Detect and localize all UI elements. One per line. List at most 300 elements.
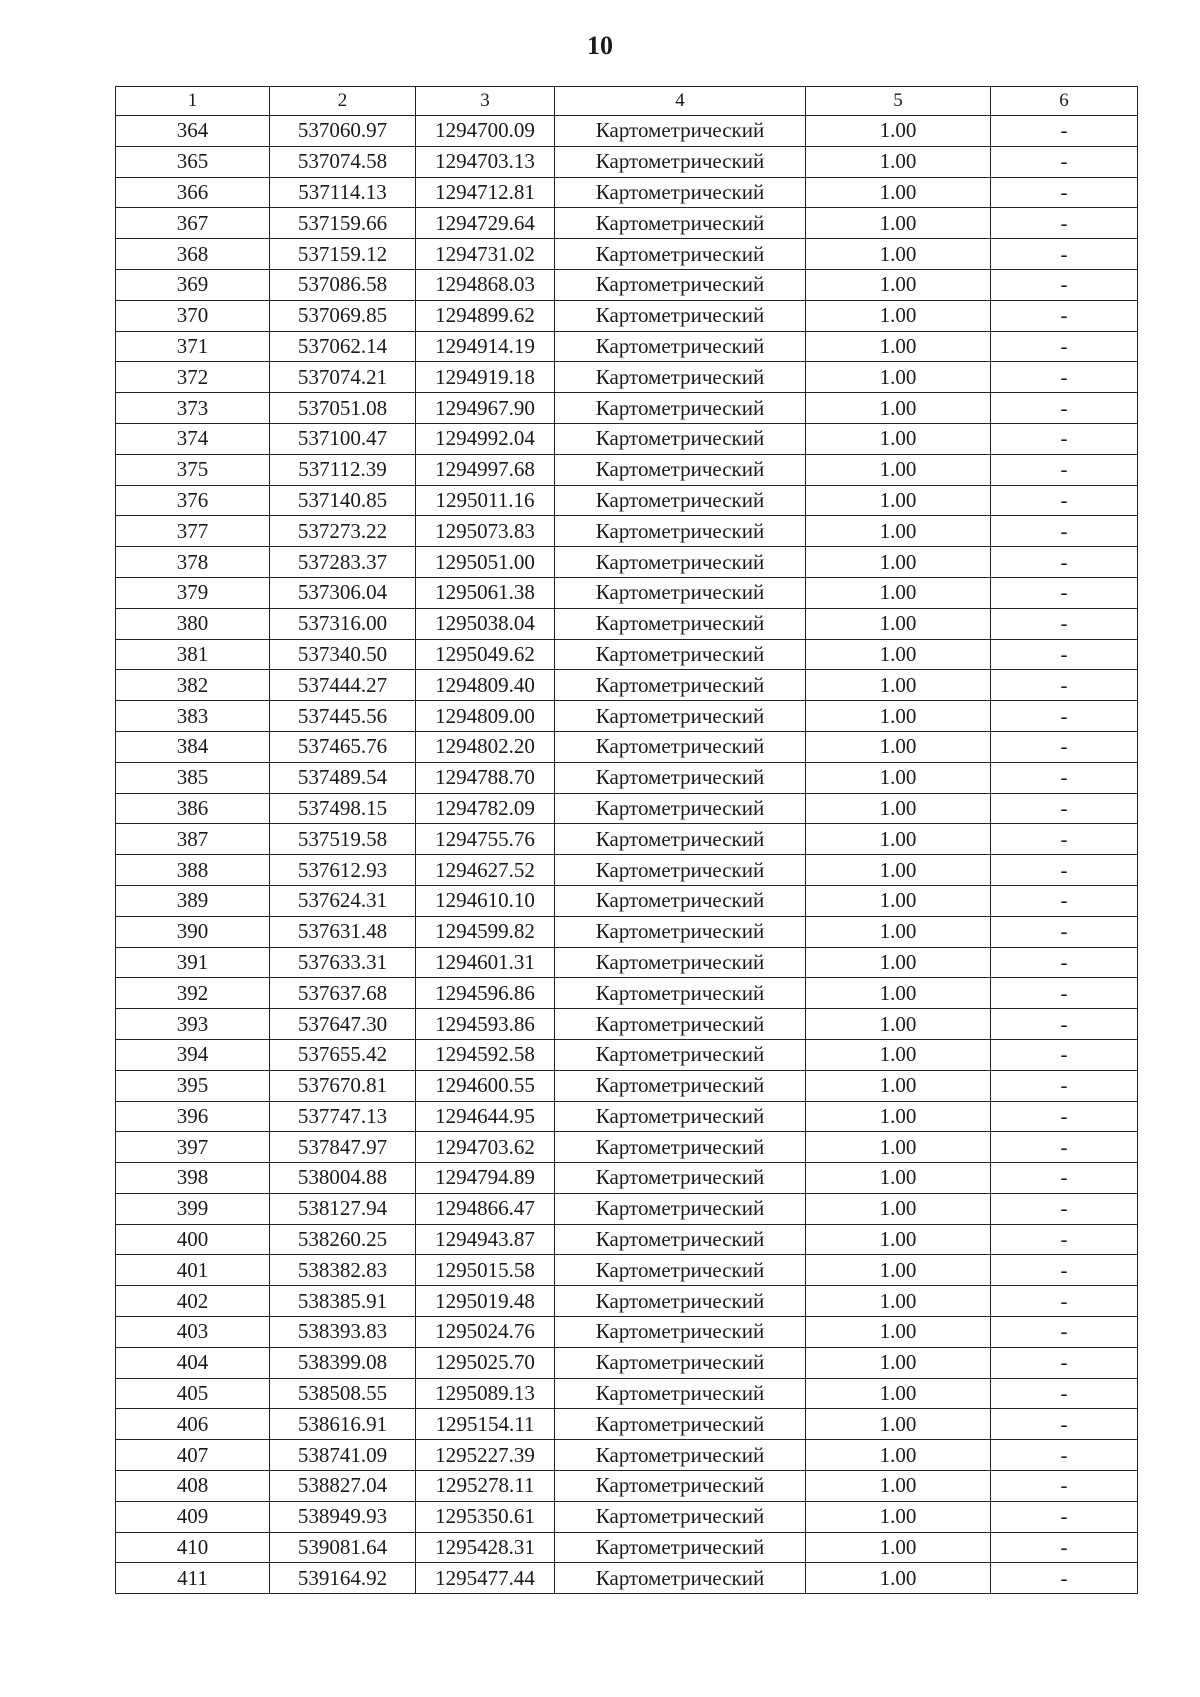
cell-accuracy: 1.00	[806, 701, 991, 732]
cell-note: -	[991, 362, 1138, 393]
table-row	[116, 639, 1138, 670]
table-row	[116, 577, 1138, 608]
cell-method: Картометрический	[555, 1009, 806, 1040]
cell-accuracy: 1.00	[806, 577, 991, 608]
cell-note: -	[991, 1440, 1138, 1471]
cell-coord-y: 1295073.83	[416, 516, 555, 547]
cell-coord-x: 538949.93	[270, 1501, 416, 1532]
page-number: 10	[587, 31, 613, 60]
cell-method: Картометрический	[555, 239, 806, 270]
table-row	[116, 516, 1138, 547]
cell-point-number: 401	[116, 1255, 270, 1286]
cell-note: -	[991, 146, 1138, 177]
cell-coord-x: 538385.91	[270, 1286, 416, 1317]
cell-method: Картометрический	[555, 177, 806, 208]
table-row	[116, 1255, 1138, 1286]
cell-point-number: 391	[116, 947, 270, 978]
table-row	[116, 1347, 1138, 1378]
cell-note: -	[991, 1163, 1138, 1194]
cell-point-number: 367	[116, 208, 270, 239]
cell-method: Картометрический	[555, 1471, 806, 1502]
cell-coord-x: 539081.64	[270, 1532, 416, 1563]
cell-accuracy: 1.00	[806, 1471, 991, 1502]
cell-note: -	[991, 1378, 1138, 1409]
cell-accuracy: 1.00	[806, 855, 991, 886]
table-row	[116, 855, 1138, 886]
cell-coord-x: 538741.09	[270, 1440, 416, 1471]
cell-point-number: 373	[116, 393, 270, 424]
cell-point-number: 386	[116, 793, 270, 824]
cell-accuracy: 1.00	[806, 269, 991, 300]
cell-accuracy: 1.00	[806, 1347, 991, 1378]
cell-coord-x: 537631.48	[270, 916, 416, 947]
cell-coord-x: 539164.92	[270, 1563, 416, 1594]
cell-coord-y: 1295350.61	[416, 1501, 555, 1532]
cell-method: Картометрический	[555, 701, 806, 732]
cell-method: Картометрический	[555, 547, 806, 578]
cell-coord-x: 537086.58	[270, 269, 416, 300]
cell-coord-y: 1294943.87	[416, 1224, 555, 1255]
cell-point-number: 372	[116, 362, 270, 393]
cell-note: -	[991, 1193, 1138, 1224]
cell-note: -	[991, 577, 1138, 608]
column-header-coord-y: 3	[416, 87, 555, 116]
cell-point-number: 379	[116, 577, 270, 608]
cell-coord-x: 537637.68	[270, 978, 416, 1009]
cell-point-number: 371	[116, 331, 270, 362]
cell-accuracy: 1.00	[806, 793, 991, 824]
cell-point-number: 398	[116, 1163, 270, 1194]
cell-point-number: 390	[116, 916, 270, 947]
cell-accuracy: 1.00	[806, 485, 991, 516]
cell-point-number: 406	[116, 1409, 270, 1440]
cell-method: Картометрический	[555, 269, 806, 300]
cell-coord-x: 537624.31	[270, 885, 416, 916]
cell-coord-x: 537465.76	[270, 731, 416, 762]
cell-coord-y: 1294914.19	[416, 331, 555, 362]
cell-method: Картометрический	[555, 1070, 806, 1101]
cell-method: Картометрический	[555, 1317, 806, 1348]
cell-coord-y: 1294601.31	[416, 947, 555, 978]
cell-coord-x: 537062.14	[270, 331, 416, 362]
cell-coord-x: 537283.37	[270, 547, 416, 578]
cell-coord-y: 1294731.02	[416, 239, 555, 270]
cell-point-number: 377	[116, 516, 270, 547]
cell-accuracy: 1.00	[806, 516, 991, 547]
table-row	[116, 916, 1138, 947]
cell-coord-y: 1295015.58	[416, 1255, 555, 1286]
cell-coord-y: 1294755.76	[416, 824, 555, 855]
cell-coord-x: 538004.88	[270, 1163, 416, 1194]
cell-accuracy: 1.00	[806, 762, 991, 793]
cell-coord-x: 538127.94	[270, 1193, 416, 1224]
cell-coord-y: 1294992.04	[416, 423, 555, 454]
cell-coord-y: 1294809.00	[416, 701, 555, 732]
cell-coord-x: 537444.27	[270, 670, 416, 701]
table-row	[116, 731, 1138, 762]
cell-point-number: 364	[116, 116, 270, 147]
cell-coord-y: 1294599.82	[416, 916, 555, 947]
cell-point-number: 409	[116, 1501, 270, 1532]
table-row	[116, 1409, 1138, 1440]
table-row	[116, 547, 1138, 578]
cell-note: -	[991, 1286, 1138, 1317]
cell-note: -	[991, 331, 1138, 362]
cell-point-number: 395	[116, 1070, 270, 1101]
cell-coord-y: 1295024.76	[416, 1317, 555, 1348]
cell-note: -	[991, 1101, 1138, 1132]
table-row	[116, 1224, 1138, 1255]
cell-note: -	[991, 639, 1138, 670]
column-header-method: 4	[555, 87, 806, 116]
cell-method: Картометрический	[555, 855, 806, 886]
cell-note: -	[991, 1132, 1138, 1163]
cell-accuracy: 1.00	[806, 885, 991, 916]
cell-coord-y: 1295049.62	[416, 639, 555, 670]
cell-point-number: 393	[116, 1009, 270, 1040]
cell-coord-x: 537498.15	[270, 793, 416, 824]
cell-point-number: 397	[116, 1132, 270, 1163]
cell-coord-y: 1294644.95	[416, 1101, 555, 1132]
cell-accuracy: 1.00	[806, 1009, 991, 1040]
cell-accuracy: 1.00	[806, 362, 991, 393]
cell-coord-y: 1294794.89	[416, 1163, 555, 1194]
cell-accuracy: 1.00	[806, 1409, 991, 1440]
cell-accuracy: 1.00	[806, 239, 991, 270]
cell-accuracy: 1.00	[806, 331, 991, 362]
cell-coord-x: 537340.50	[270, 639, 416, 670]
cell-accuracy: 1.00	[806, 978, 991, 1009]
cell-accuracy: 1.00	[806, 300, 991, 331]
cell-coord-x: 537670.81	[270, 1070, 416, 1101]
cell-coord-x: 537069.85	[270, 300, 416, 331]
cell-coord-x: 537306.04	[270, 577, 416, 608]
cell-coord-y: 1294899.62	[416, 300, 555, 331]
cell-point-number: 394	[116, 1039, 270, 1070]
cell-point-number: 384	[116, 731, 270, 762]
cell-note: -	[991, 885, 1138, 916]
cell-point-number: 396	[116, 1101, 270, 1132]
cell-note: -	[991, 1070, 1138, 1101]
cell-coord-y: 1294703.62	[416, 1132, 555, 1163]
table-row	[116, 608, 1138, 639]
cell-method: Картометрический	[555, 1101, 806, 1132]
cell-coord-y: 1295278.11	[416, 1471, 555, 1502]
cell-note: -	[991, 731, 1138, 762]
cell-coord-y: 1294802.20	[416, 731, 555, 762]
cell-coord-x: 537747.13	[270, 1101, 416, 1132]
table-row	[116, 670, 1138, 701]
table-row	[116, 1471, 1138, 1502]
cell-coord-y: 1295227.39	[416, 1440, 555, 1471]
table-row	[116, 1440, 1138, 1471]
cell-note: -	[991, 1501, 1138, 1532]
cell-point-number: 402	[116, 1286, 270, 1317]
cell-coord-y: 1294919.18	[416, 362, 555, 393]
cell-note: -	[991, 423, 1138, 454]
cell-accuracy: 1.00	[806, 1224, 991, 1255]
cell-point-number: 369	[116, 269, 270, 300]
cell-accuracy: 1.00	[806, 1101, 991, 1132]
cell-accuracy: 1.00	[806, 1255, 991, 1286]
table-row	[116, 793, 1138, 824]
table-header-row	[116, 87, 1138, 116]
table-row	[116, 947, 1138, 978]
column-header-note: 6	[991, 87, 1138, 116]
cell-accuracy: 1.00	[806, 1378, 991, 1409]
cell-method: Картометрический	[555, 208, 806, 239]
cell-coord-x: 537612.93	[270, 855, 416, 886]
cell-method: Картометрический	[555, 793, 806, 824]
cell-note: -	[991, 269, 1138, 300]
cell-accuracy: 1.00	[806, 146, 991, 177]
cell-note: -	[991, 393, 1138, 424]
cell-method: Картометрический	[555, 331, 806, 362]
cell-coord-y: 1294967.90	[416, 393, 555, 424]
table-row	[116, 1317, 1138, 1348]
table-row	[116, 116, 1138, 147]
table-row	[116, 1286, 1138, 1317]
cell-coord-x: 537647.30	[270, 1009, 416, 1040]
cell-accuracy: 1.00	[806, 1286, 991, 1317]
cell-point-number: 385	[116, 762, 270, 793]
cell-accuracy: 1.00	[806, 731, 991, 762]
cell-coord-x: 537655.42	[270, 1039, 416, 1070]
coordinates-table	[115, 86, 1138, 1594]
cell-note: -	[991, 1471, 1138, 1502]
table-row	[116, 1101, 1138, 1132]
cell-note: -	[991, 177, 1138, 208]
table-row	[116, 331, 1138, 362]
cell-method: Картометрический	[555, 1563, 806, 1594]
cell-coord-x: 537316.00	[270, 608, 416, 639]
cell-method: Картометрический	[555, 1255, 806, 1286]
cell-method: Картометрический	[555, 824, 806, 855]
cell-point-number: 411	[116, 1563, 270, 1594]
cell-method: Картометрический	[555, 1286, 806, 1317]
cell-note: -	[991, 239, 1138, 270]
cell-point-number: 408	[116, 1471, 270, 1502]
cell-accuracy: 1.00	[806, 1317, 991, 1348]
table-header	[116, 87, 1138, 116]
cell-coord-y: 1294729.64	[416, 208, 555, 239]
cell-point-number: 389	[116, 885, 270, 916]
cell-point-number: 376	[116, 485, 270, 516]
table-row	[116, 1563, 1138, 1594]
cell-coord-y: 1294712.81	[416, 177, 555, 208]
cell-accuracy: 1.00	[806, 1501, 991, 1532]
cell-coord-x: 537489.54	[270, 762, 416, 793]
cell-coord-y: 1294866.47	[416, 1193, 555, 1224]
table-row	[116, 177, 1138, 208]
cell-note: -	[991, 547, 1138, 578]
table-row	[116, 1378, 1138, 1409]
cell-note: -	[991, 947, 1138, 978]
table-row	[116, 208, 1138, 239]
cell-coord-x: 537114.13	[270, 177, 416, 208]
cell-note: -	[991, 793, 1138, 824]
cell-coord-y: 1294592.58	[416, 1039, 555, 1070]
cell-accuracy: 1.00	[806, 916, 991, 947]
cell-coord-y: 1294600.55	[416, 1070, 555, 1101]
cell-point-number: 374	[116, 423, 270, 454]
cell-coord-x: 538508.55	[270, 1378, 416, 1409]
cell-coord-x: 537273.22	[270, 516, 416, 547]
cell-point-number: 370	[116, 300, 270, 331]
cell-coord-y: 1295428.31	[416, 1532, 555, 1563]
cell-coord-y: 1294997.68	[416, 454, 555, 485]
cell-accuracy: 1.00	[806, 177, 991, 208]
cell-method: Картометрический	[555, 1224, 806, 1255]
table-row	[116, 885, 1138, 916]
cell-method: Картометрический	[555, 423, 806, 454]
column-header-coord-x: 2	[270, 87, 416, 116]
cell-coord-y: 1295089.13	[416, 1378, 555, 1409]
cell-point-number: 407	[116, 1440, 270, 1471]
cell-point-number: 375	[116, 454, 270, 485]
cell-point-number: 404	[116, 1347, 270, 1378]
cell-note: -	[991, 916, 1138, 947]
cell-note: -	[991, 1039, 1138, 1070]
table-row	[116, 1009, 1138, 1040]
cell-method: Картометрический	[555, 1532, 806, 1563]
table-row	[116, 146, 1138, 177]
cell-accuracy: 1.00	[806, 639, 991, 670]
cell-coord-y: 1295154.11	[416, 1409, 555, 1440]
cell-method: Картометрический	[555, 1409, 806, 1440]
cell-accuracy: 1.00	[806, 1132, 991, 1163]
table-row	[116, 300, 1138, 331]
cell-coord-x: 537519.58	[270, 824, 416, 855]
cell-note: -	[991, 762, 1138, 793]
cell-point-number: 365	[116, 146, 270, 177]
cell-method: Картометрический	[555, 670, 806, 701]
cell-accuracy: 1.00	[806, 670, 991, 701]
table-row	[116, 423, 1138, 454]
cell-accuracy: 1.00	[806, 1532, 991, 1563]
cell-point-number: 382	[116, 670, 270, 701]
cell-accuracy: 1.00	[806, 1163, 991, 1194]
table-row	[116, 1193, 1138, 1224]
cell-accuracy: 1.00	[806, 1563, 991, 1594]
cell-coord-y: 1294788.70	[416, 762, 555, 793]
cell-coord-y: 1294610.10	[416, 885, 555, 916]
cell-coord-y: 1294782.09	[416, 793, 555, 824]
cell-coord-x: 537445.56	[270, 701, 416, 732]
cell-accuracy: 1.00	[806, 393, 991, 424]
cell-method: Картометрический	[555, 1132, 806, 1163]
cell-point-number: 399	[116, 1193, 270, 1224]
cell-note: -	[991, 1255, 1138, 1286]
cell-coord-x: 538827.04	[270, 1471, 416, 1502]
cell-note: -	[991, 855, 1138, 886]
cell-note: -	[991, 608, 1138, 639]
table-body	[116, 116, 1138, 1594]
cell-point-number: 410	[116, 1532, 270, 1563]
cell-coord-x: 537051.08	[270, 393, 416, 424]
table-row	[116, 1132, 1138, 1163]
cell-coord-y: 1294627.52	[416, 855, 555, 886]
cell-coord-y: 1295061.38	[416, 577, 555, 608]
table-row	[116, 762, 1138, 793]
cell-method: Картометрический	[555, 1193, 806, 1224]
cell-coord-y: 1295038.04	[416, 608, 555, 639]
cell-method: Картометрический	[555, 485, 806, 516]
cell-coord-x: 537074.58	[270, 146, 416, 177]
cell-method: Картометрический	[555, 916, 806, 947]
cell-point-number: 378	[116, 547, 270, 578]
table-row	[116, 1501, 1138, 1532]
cell-accuracy: 1.00	[806, 116, 991, 147]
cell-coord-y: 1295011.16	[416, 485, 555, 516]
cell-method: Картометрический	[555, 116, 806, 147]
cell-method: Картометрический	[555, 885, 806, 916]
cell-method: Картометрический	[555, 639, 806, 670]
cell-coord-x: 537074.21	[270, 362, 416, 393]
cell-method: Картометрический	[555, 1378, 806, 1409]
column-header-point-number: 1	[116, 87, 270, 116]
cell-note: -	[991, 208, 1138, 239]
table-row	[116, 1532, 1138, 1563]
cell-coord-y: 1294809.40	[416, 670, 555, 701]
cell-note: -	[991, 485, 1138, 516]
cell-method: Картометрический	[555, 608, 806, 639]
cell-coord-x: 537060.97	[270, 116, 416, 147]
table-row	[116, 362, 1138, 393]
cell-coord-y: 1295019.48	[416, 1286, 555, 1317]
table-row	[116, 454, 1138, 485]
cell-accuracy: 1.00	[806, 1440, 991, 1471]
cell-point-number: 366	[116, 177, 270, 208]
cell-note: -	[991, 516, 1138, 547]
cell-point-number: 405	[116, 1378, 270, 1409]
cell-coord-x: 537847.97	[270, 1132, 416, 1163]
cell-point-number: 392	[116, 978, 270, 1009]
cell-note: -	[991, 116, 1138, 147]
cell-method: Картометрический	[555, 978, 806, 1009]
table-row	[116, 1039, 1138, 1070]
cell-note: -	[991, 300, 1138, 331]
cell-coord-x: 537100.47	[270, 423, 416, 454]
cell-note: -	[991, 978, 1138, 1009]
cell-method: Картометрический	[555, 1440, 806, 1471]
cell-method: Картометрический	[555, 300, 806, 331]
cell-coord-x: 537140.85	[270, 485, 416, 516]
cell-method: Картометрический	[555, 1039, 806, 1070]
cell-coord-y: 1294703.13	[416, 146, 555, 177]
cell-coord-y: 1295025.70	[416, 1347, 555, 1378]
cell-note: -	[991, 824, 1138, 855]
cell-note: -	[991, 454, 1138, 485]
cell-point-number: 381	[116, 639, 270, 670]
cell-note: -	[991, 1347, 1138, 1378]
cell-accuracy: 1.00	[806, 1193, 991, 1224]
cell-note: -	[991, 1224, 1138, 1255]
cell-coord-x: 537633.31	[270, 947, 416, 978]
cell-point-number: 368	[116, 239, 270, 270]
table-row	[116, 978, 1138, 1009]
cell-accuracy: 1.00	[806, 454, 991, 485]
cell-note: -	[991, 1409, 1138, 1440]
table-row	[116, 485, 1138, 516]
cell-note: -	[991, 1009, 1138, 1040]
table-row	[116, 1163, 1138, 1194]
cell-method: Картометрический	[555, 762, 806, 793]
cell-coord-y: 1295051.00	[416, 547, 555, 578]
cell-coord-y: 1295477.44	[416, 1563, 555, 1594]
cell-method: Картометрический	[555, 516, 806, 547]
cell-method: Картометрический	[555, 146, 806, 177]
